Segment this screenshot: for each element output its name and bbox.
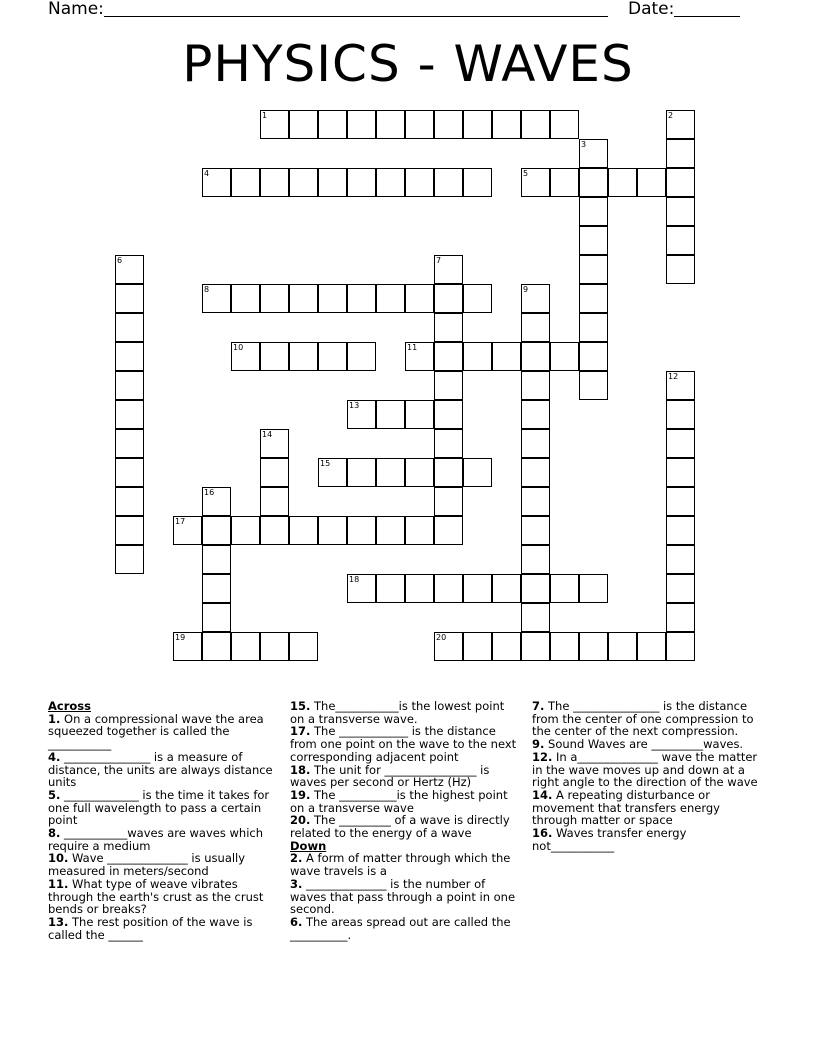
grid-cell[interactable] xyxy=(579,574,608,603)
grid-cell[interactable] xyxy=(521,458,550,487)
grid-cell[interactable] xyxy=(115,313,144,342)
clue-number: 10. xyxy=(48,851,69,866)
clue-text: On a compressional wave the area squeezed together is called the ___________ xyxy=(48,711,264,752)
grid-cell[interactable] xyxy=(666,487,695,516)
grid-cell[interactable] xyxy=(318,342,347,371)
grid-cell[interactable] xyxy=(376,574,405,603)
grid-cell[interactable] xyxy=(202,284,231,313)
clue-item xyxy=(48,713,276,751)
clue-number: 18 xyxy=(349,575,360,584)
grid-cell[interactable] xyxy=(521,400,550,429)
clue-text: _______________ is a measure of distance, the units are always distance units xyxy=(48,749,273,790)
grid-cell[interactable] xyxy=(347,574,376,603)
grid-cell[interactable] xyxy=(289,632,318,661)
clue-text: Sound Waves are _________waves. xyxy=(544,737,744,752)
clue-item xyxy=(532,751,768,789)
grid-cell[interactable] xyxy=(550,632,579,661)
clue-number: 14. xyxy=(532,787,553,802)
grid-cell[interactable] xyxy=(260,487,289,516)
clue-text: The rest position of the wave is called the ______ xyxy=(48,914,253,942)
grid-cell[interactable] xyxy=(202,545,231,574)
grid-cell[interactable] xyxy=(376,110,405,139)
clue-text: The _______________ is the distance from the center of one compression to the center of the next compression. xyxy=(532,699,754,739)
grid-cell[interactable] xyxy=(666,197,695,226)
clue-number: 4. xyxy=(48,749,61,764)
grid-cell[interactable] xyxy=(521,342,550,371)
grid-cell[interactable] xyxy=(579,226,608,255)
grid-cell[interactable] xyxy=(347,168,376,197)
grid-cell[interactable] xyxy=(347,400,376,429)
grid-cell[interactable] xyxy=(666,255,695,284)
grid-cell[interactable] xyxy=(434,429,463,458)
grid-cell[interactable] xyxy=(579,139,608,168)
clue-number: 2. xyxy=(290,851,303,866)
clue-number: 12. xyxy=(532,749,553,764)
grid-cell[interactable] xyxy=(318,284,347,313)
grid-cell[interactable] xyxy=(666,110,695,139)
grid-cell[interactable] xyxy=(550,574,579,603)
grid-cell[interactable] xyxy=(376,284,405,313)
grid-cell[interactable] xyxy=(521,371,550,400)
grid-cell[interactable] xyxy=(289,284,318,313)
clue-number: 20 xyxy=(436,633,447,642)
grid-cell[interactable] xyxy=(666,603,695,632)
grid-cell[interactable] xyxy=(347,516,376,545)
grid-cell[interactable] xyxy=(434,110,463,139)
grid-cell[interactable] xyxy=(173,516,202,545)
grid-cell[interactable] xyxy=(405,400,434,429)
grid-cell[interactable] xyxy=(492,632,521,661)
clue-number: 5 xyxy=(523,169,529,178)
clues-column-2 xyxy=(290,700,520,941)
grid-cell[interactable] xyxy=(289,342,318,371)
grid-cell[interactable] xyxy=(260,632,289,661)
clue-text: Waves transfer energy not___________ xyxy=(532,826,687,853)
grid-cell[interactable] xyxy=(115,342,144,371)
clue-number: 18. xyxy=(290,762,311,777)
grid-cell[interactable] xyxy=(637,168,666,197)
clue-item xyxy=(290,700,520,725)
clue-number: 3. xyxy=(290,876,303,891)
grid-cell[interactable] xyxy=(666,545,695,574)
clue-item xyxy=(290,852,520,877)
clue-number: 9 xyxy=(523,285,529,294)
clue-text: The unit for ________________ is waves per second or Hertz (Hz) xyxy=(290,762,490,790)
grid-cell[interactable] xyxy=(579,632,608,661)
grid-cell[interactable] xyxy=(231,632,260,661)
clue-text: Wave ______________ is usually measured in meters/second xyxy=(48,851,246,879)
clue-number: 8. xyxy=(48,826,61,841)
clue-item xyxy=(48,789,276,827)
grid-cell[interactable] xyxy=(463,632,492,661)
grid-cell[interactable] xyxy=(115,429,144,458)
grid-cell[interactable] xyxy=(434,284,463,313)
grid-cell[interactable] xyxy=(521,545,550,574)
grid-cell[interactable] xyxy=(521,110,550,139)
grid-cell[interactable] xyxy=(579,342,608,371)
grid-cell[interactable] xyxy=(376,516,405,545)
grid-cell[interactable] xyxy=(666,574,695,603)
grid-cell[interactable] xyxy=(115,487,144,516)
clue-number: 6. xyxy=(290,914,303,929)
grid-cell[interactable] xyxy=(579,255,608,284)
clue-text: ___________waves are waves which require a medium xyxy=(48,826,263,853)
clue-text: In a______________ wave the matter in the wave moves up and down at a right angle to the direction of the wave xyxy=(532,749,758,790)
grid-cell[interactable] xyxy=(405,342,434,371)
grid-cell[interactable] xyxy=(608,168,637,197)
clue-number: 15. xyxy=(290,699,311,713)
grid-cell[interactable] xyxy=(521,574,550,603)
grid-cell[interactable] xyxy=(434,255,463,284)
grid-cell[interactable] xyxy=(347,110,376,139)
across-heading: Across xyxy=(48,699,91,713)
grid-cell[interactable] xyxy=(260,429,289,458)
grid-cell[interactable] xyxy=(347,284,376,313)
grid-cell[interactable] xyxy=(492,342,521,371)
grid-cell[interactable] xyxy=(115,545,144,574)
down-heading: Down xyxy=(290,838,327,853)
grid-cell[interactable] xyxy=(434,371,463,400)
clue-text: The __________is the highest point on a transverse wave xyxy=(290,787,508,815)
grid-cell[interactable] xyxy=(434,168,463,197)
name-label: Name: xyxy=(48,0,104,19)
clue-item xyxy=(290,725,520,763)
grid-cell[interactable] xyxy=(115,400,144,429)
clue-number: 1. xyxy=(48,711,61,726)
clue-text: The___________is the lowest point on a transverse wave. xyxy=(290,699,505,726)
clue-text: The _________ of a wave is directly related to the energy of a wave xyxy=(290,813,510,841)
grid-cell[interactable] xyxy=(521,487,550,516)
clues-column-3 xyxy=(532,700,768,852)
grid-cell[interactable] xyxy=(434,458,463,487)
grid-cell[interactable] xyxy=(231,168,260,197)
clue-item xyxy=(290,916,520,941)
clue-text: The areas spread out are called the __________. xyxy=(290,914,511,942)
grid-cell[interactable] xyxy=(666,371,695,400)
grid-cell[interactable] xyxy=(608,632,637,661)
grid-cell[interactable] xyxy=(579,168,608,197)
grid-cell[interactable] xyxy=(202,487,231,516)
grid-cell[interactable] xyxy=(202,168,231,197)
grid-cell[interactable] xyxy=(260,284,289,313)
grid-cell[interactable] xyxy=(579,284,608,313)
clue-number: 19. xyxy=(290,787,311,802)
grid-cell[interactable] xyxy=(318,168,347,197)
clue-number: 17 xyxy=(175,517,186,526)
clue-number: 16. xyxy=(532,826,553,841)
clue-item xyxy=(532,827,768,852)
grid-cell[interactable] xyxy=(376,458,405,487)
grid-cell[interactable] xyxy=(115,516,144,545)
grid-cell[interactable] xyxy=(666,632,695,661)
date-label: Date: xyxy=(628,0,675,19)
clue-item xyxy=(48,878,276,916)
clue-number: 20. xyxy=(290,813,311,828)
grid-cell[interactable] xyxy=(289,516,318,545)
clue-number: 2 xyxy=(668,111,674,120)
grid-cell[interactable] xyxy=(550,110,579,139)
grid-cell[interactable] xyxy=(260,342,289,371)
grid-cell[interactable] xyxy=(405,516,434,545)
clue-number: 6 xyxy=(117,256,123,265)
clue-item xyxy=(290,814,520,839)
grid-cell[interactable] xyxy=(347,458,376,487)
clue-number: 11. xyxy=(48,876,69,891)
grid-cell[interactable] xyxy=(550,168,579,197)
grid-cell[interactable] xyxy=(376,400,405,429)
grid-cell[interactable] xyxy=(521,632,550,661)
clue-number: 7. xyxy=(532,699,545,713)
grid-cell[interactable] xyxy=(115,255,144,284)
clue-item xyxy=(532,700,768,738)
grid-cell[interactable] xyxy=(521,603,550,632)
grid-cell[interactable] xyxy=(434,487,463,516)
grid-cell[interactable] xyxy=(463,342,492,371)
grid-cell[interactable] xyxy=(231,342,260,371)
grid-cell[interactable] xyxy=(202,516,231,545)
clue-item xyxy=(48,852,276,877)
grid-cell[interactable] xyxy=(434,632,463,661)
clue-item xyxy=(48,916,276,941)
grid-cell[interactable] xyxy=(521,284,550,313)
grid-cell[interactable] xyxy=(405,458,434,487)
grid-cell[interactable] xyxy=(405,110,434,139)
grid-cell[interactable] xyxy=(637,632,666,661)
grid-cell[interactable] xyxy=(405,574,434,603)
clue-item xyxy=(532,789,768,827)
grid-cell[interactable] xyxy=(347,342,376,371)
clue-item xyxy=(48,751,276,789)
grid-cell[interactable] xyxy=(318,458,347,487)
clue-number: 9. xyxy=(532,737,545,752)
clue-item xyxy=(290,878,520,916)
clue-text: What type of weave vibrates through the earth's crust as the crust bends or breaks? xyxy=(48,876,264,917)
grid-cell[interactable] xyxy=(173,632,202,661)
grid-cell[interactable] xyxy=(521,313,550,342)
grid-cell[interactable] xyxy=(434,400,463,429)
grid-cell[interactable] xyxy=(579,197,608,226)
grid-cell[interactable] xyxy=(405,168,434,197)
grid-cell[interactable] xyxy=(579,313,608,342)
clue-number: 11 xyxy=(407,343,418,352)
grid-cell[interactable] xyxy=(202,603,231,632)
grid-cell[interactable] xyxy=(492,574,521,603)
grid-cell[interactable] xyxy=(463,458,492,487)
grid-cell[interactable] xyxy=(434,574,463,603)
clue-text: A repeating disturbance or movement that transfers energy through matter or space xyxy=(532,787,720,828)
grid-cell[interactable] xyxy=(666,400,695,429)
clue-number: 17. xyxy=(290,724,311,739)
grid-cell[interactable] xyxy=(666,429,695,458)
grid-cell[interactable] xyxy=(521,516,550,545)
grid-cell[interactable] xyxy=(666,168,695,197)
grid-cell[interactable] xyxy=(260,110,289,139)
grid-cell[interactable] xyxy=(115,371,144,400)
grid-cell[interactable] xyxy=(202,632,231,661)
grid-cell[interactable] xyxy=(666,139,695,168)
clue-number: 14 xyxy=(262,430,273,439)
clue-number: 3 xyxy=(581,140,587,149)
clue-number: 10 xyxy=(233,343,244,352)
grid-cell[interactable] xyxy=(260,168,289,197)
grid-cell[interactable] xyxy=(202,574,231,603)
grid-cell[interactable] xyxy=(463,110,492,139)
clue-number: 8 xyxy=(204,285,210,294)
clue-text: The ____________ is the distance from one point on the wave to the next corresponding adjacent point xyxy=(290,724,517,764)
grid-cell[interactable] xyxy=(115,284,144,313)
grid-cell[interactable] xyxy=(231,284,260,313)
clue-text: ______________ is the number of waves that pass through a point in one second. xyxy=(290,876,516,917)
grid-cell[interactable] xyxy=(463,284,492,313)
grid-cell[interactable] xyxy=(666,226,695,255)
clue-number: 19 xyxy=(175,633,186,642)
grid-cell[interactable] xyxy=(434,342,463,371)
grid-cell[interactable] xyxy=(521,429,550,458)
clue-number: 5. xyxy=(48,787,61,802)
clue-number: 12 xyxy=(668,372,679,381)
grid-cell[interactable] xyxy=(521,168,550,197)
grid-cell[interactable] xyxy=(463,574,492,603)
grid-cell[interactable] xyxy=(289,168,318,197)
grid-cell[interactable] xyxy=(434,313,463,342)
clue-text: A form of matter through which the wave travels is a xyxy=(290,851,511,879)
grid-cell[interactable] xyxy=(115,458,144,487)
grid-cell[interactable] xyxy=(434,516,463,545)
clue-text: _____________ is the time it takes for one full wavelength to pass a certain point xyxy=(48,787,270,828)
grid-cell[interactable] xyxy=(318,110,347,139)
grid-cell[interactable] xyxy=(318,516,347,545)
grid-cell[interactable] xyxy=(405,284,434,313)
clue-item xyxy=(290,789,520,814)
grid-cell[interactable] xyxy=(260,516,289,545)
clue-number: 1 xyxy=(262,111,268,120)
clue-item xyxy=(290,764,520,789)
grid-cell[interactable] xyxy=(666,516,695,545)
clue-number: 13 xyxy=(349,401,360,410)
clue-number: 13. xyxy=(48,914,69,929)
grid-cell[interactable] xyxy=(550,342,579,371)
clue-number: 15 xyxy=(320,459,331,468)
grid-cell[interactable] xyxy=(231,516,260,545)
grid-cell[interactable] xyxy=(579,371,608,400)
clue-number: 4 xyxy=(204,169,210,178)
grid-cell[interactable] xyxy=(463,168,492,197)
grid-cell[interactable] xyxy=(289,110,318,139)
clue-number: 16 xyxy=(204,488,215,497)
grid-cell[interactable] xyxy=(260,458,289,487)
clue-item xyxy=(48,827,276,852)
grid-cell[interactable] xyxy=(492,110,521,139)
clues-column-1 xyxy=(48,700,276,941)
grid-cell[interactable] xyxy=(376,168,405,197)
page-title: PHYSICS - WAVES xyxy=(182,35,634,93)
grid-cell[interactable] xyxy=(666,458,695,487)
clue-number: 7 xyxy=(436,256,442,265)
